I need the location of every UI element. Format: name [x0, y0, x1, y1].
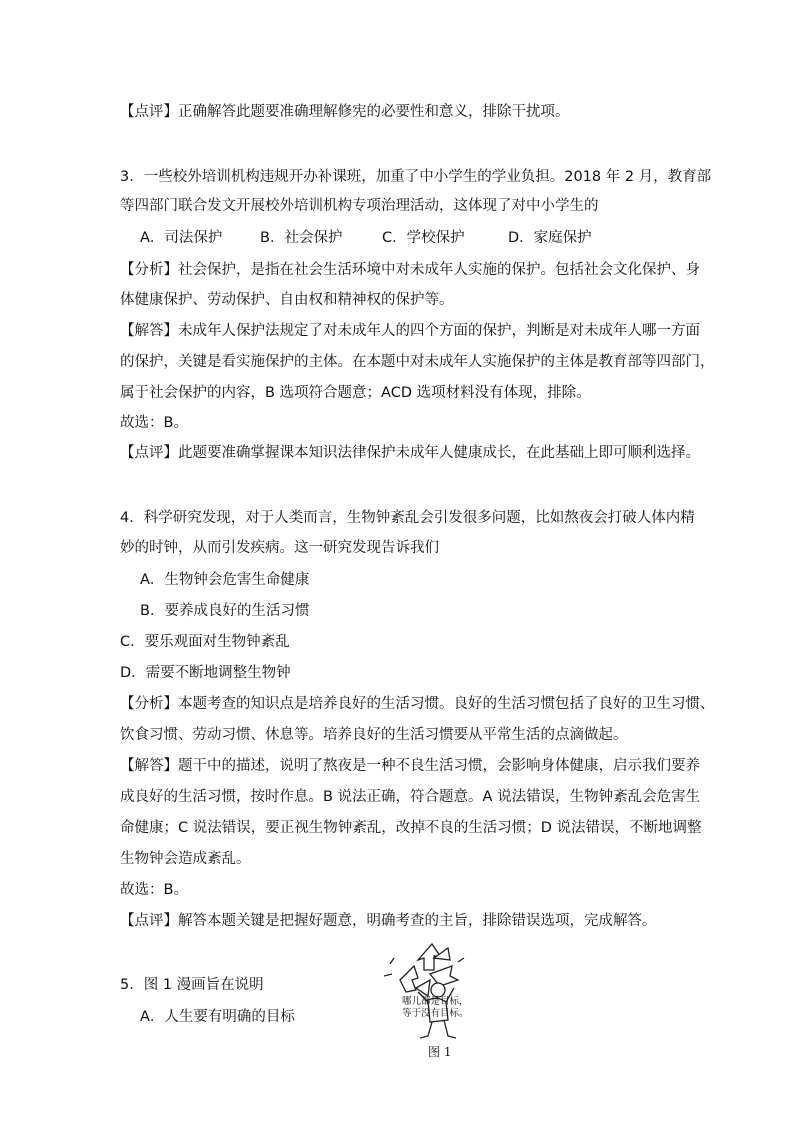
cartoon-text-line-1: 哪儿都是目标，	[402, 996, 469, 1007]
q3-stem-line-2: 等四部门联合发文开展校外培训机构专项治理活动，这体现了对中小学生的	[120, 198, 599, 214]
q3-analysis-line-1: 【分析】社会保护，是指在社会生活环境中对未成年人实施的保护。包括社会文化保护、身	[120, 262, 700, 278]
q4-solution-line-1: 【解答】题干中的描述，说明了熬夜是一种不良生活习惯，会影响身体健康，启示我们要养	[120, 758, 700, 774]
q4-solution-line-3: 命健康；C 说法错误，要正视生物钟紊乱，改掉不良的生活习惯；D 说法错误，不断地调整	[120, 820, 702, 836]
q3-options	[140, 228, 592, 248]
q4-option-b: B．要养成良好的生活习惯	[140, 603, 310, 619]
q4-analysis-line-1: 【分析】本题考查的知识点是培养良好的生活习惯。良好的生活习惯包括了良好的卫生习惯、	[120, 696, 715, 712]
q4-solution-line-4: 生物钟会造成紊乱。	[120, 851, 251, 867]
cartoon-text-line-2: 等于没有目标。	[402, 1008, 469, 1019]
q5-option-a: A．人生要有明确的目标	[140, 1009, 295, 1025]
figure-caption: 图 1	[428, 1045, 452, 1059]
q4-analysis-line-2: 饮食习惯、劳动习惯、休息等。培养良好的生活习惯要从平常生活的点滴做起。	[120, 727, 628, 743]
q4-stem-line-1: 4．科学研究发现，对于人类而言，生物钟紊乱会引发很多问题，比如熬夜会打破人体内精	[120, 510, 695, 526]
arrow-signs-illustration	[400, 944, 458, 996]
q4-comment: 【点评】解答本题关键是把握好题意，明确考查的主旨，排除错误选项，完成解答。	[120, 913, 657, 929]
q3-option-b: B．社会保护	[260, 230, 343, 246]
q4-option-c: C．要乐观面对生物钟紊乱	[120, 634, 290, 650]
q2-comment: 【点评】正确解答此题要准确理解修宪的必要性和意义，排除干扰项。	[120, 104, 570, 120]
q3-option-a: A．司法保护	[140, 230, 223, 246]
q3-option-c: C．学校保护	[382, 230, 465, 246]
q3-comment: 【点评】此题要准确掌握课本知识法律保护未成年人健康成长，在此基础上即可顺利选择。	[120, 445, 700, 461]
q4-option-d: D．需要不断地调整生物钟	[120, 665, 291, 681]
q3-stem-line-1: 3．一些校外培训机构违规开办补课班，加重了中小学生的学业负担。2018 年 2 月，教育部	[120, 169, 712, 185]
q3-option-d: D．家庭保护	[508, 230, 592, 246]
q3-solution-line-2: 的保护，关键是看实施保护的主体。在本题中对未成年人实施保护的主体是教育部等四部门，	[120, 354, 715, 370]
q4-option-a: A．生物钟会危害生命健康	[140, 572, 310, 588]
cartoon-figure	[370, 940, 480, 1044]
q5-stem: 5．图 1 漫画旨在说明	[120, 977, 264, 993]
cartoon-speech-text	[402, 996, 469, 1020]
q4-solution-line-2: 成良好的生活习惯，按时作息。B 说法正确，符合题意。A 说法错误，生物钟紊乱会危害生	[120, 789, 701, 805]
q3-solution-line-3: 属于社会保护的内容，B 选项符合题意；ACD 选项材料没有体现，排除。	[120, 385, 591, 401]
q3-solution-line-1: 【解答】未成年人保护法规定了对未成年人的四个方面的保护，判断是对未成年人哪一方面	[120, 323, 700, 339]
q3-analysis-line-2: 体健康保护、劳动保护、自由权和精神权的保护等。	[120, 292, 454, 308]
q3-answer: 故选：B。	[120, 415, 188, 431]
q4-answer: 故选：B。	[120, 882, 188, 898]
q4-stem-line-2: 妙的时钟，从而引发疾病。这一研究发现告诉我们	[120, 540, 439, 556]
